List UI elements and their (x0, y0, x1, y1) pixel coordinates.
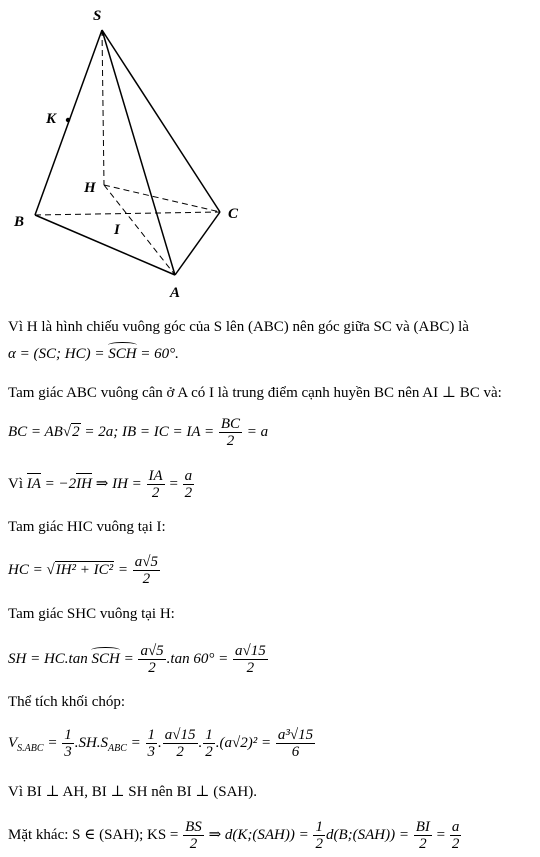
edge-AC (175, 212, 220, 275)
p9-frac1: $\frac{BS}{2}$ (185, 819, 202, 852)
para-volume (8, 692, 536, 712)
p4-frac1: $\frac{IA}{2}$ (148, 468, 163, 501)
f1-frac: $\frac{BC}{2}$ (220, 416, 241, 449)
f4-sub: S.ABC (17, 742, 44, 754)
text-alpha: α = (SC; HC) = (8, 346, 109, 362)
f4-frac3: $\frac{a√15}{2}$ (164, 727, 196, 760)
f3-frac2: $\frac{a√15}{2}$ (234, 643, 266, 676)
label-I: I (114, 222, 120, 238)
f4-frac4: $\frac{1}{2}$ (205, 727, 213, 760)
f2-eq: = (114, 561, 132, 578)
formula-sh (8, 643, 536, 676)
text-p5: Tam giác HIC vuông tại I: (8, 519, 166, 535)
text-p6: Tam giác SHC vuông tại H: (8, 606, 175, 622)
f3-left: SH = HC.tan (8, 650, 92, 667)
f2-rad: IH² + IC² (55, 561, 114, 578)
text-alpha-end: = 60°. (136, 346, 179, 362)
label-A: A (170, 285, 181, 301)
vector-IA: IA (26, 475, 41, 492)
p4-pre: Vì (8, 475, 27, 492)
formula-hc (8, 554, 536, 587)
para-isosceles (8, 383, 536, 403)
f4-frac5: $\frac{\text{a³√15}}{6}$ (277, 727, 314, 760)
f4-eq2: = (126, 734, 145, 751)
p4-end: ⇒ IH = (92, 475, 146, 492)
f4-frac2: $\frac{1}{3}$ (147, 727, 156, 760)
edge-SC (102, 30, 220, 212)
p4-mid: = −2 (40, 475, 77, 492)
text-p8: Vì BI ⊥ AH, BI ⊥ SH nên BI ⊥ (SAH). (8, 784, 257, 800)
p4-frac2: $\frac{a}{2}$ (184, 468, 193, 501)
text-p7: Thể tích khối chóp: (8, 694, 126, 710)
f4-frac1: $\frac{1}{3}$ (64, 727, 72, 760)
label-C: C (228, 206, 239, 222)
angle-SCH: SCH (108, 346, 137, 362)
f4-left: V (8, 734, 18, 751)
f2-left: HC = (8, 561, 47, 578)
formula-volume (8, 727, 536, 760)
formula-ih (8, 468, 536, 501)
p9-frac2: $\frac{1}{2}$ (315, 819, 323, 852)
f3-eq: = (119, 650, 138, 667)
f2-frac: $\frac{a√5}{2}$ (134, 554, 159, 587)
para-shc (8, 604, 536, 624)
f4-dot2: . (198, 734, 203, 751)
angle-SCH-2: SCH (91, 650, 120, 667)
label-K: K (46, 111, 57, 127)
edge-BC (35, 212, 220, 215)
f4-mid1: .SH.S (74, 734, 109, 751)
point-K (66, 118, 70, 122)
f4-pow: .(a√2)² = (215, 734, 275, 751)
edge-BA (35, 215, 175, 275)
formula-bc (8, 416, 536, 449)
f1-end: = a (243, 423, 269, 440)
f4-sub2: ABC (108, 742, 127, 754)
p9-eq: = (432, 826, 449, 843)
text-p1: Vì H là hình chiếu vuông góc của S lên (ABC) nên góc giữa SC và (ABC) là (8, 319, 469, 335)
label-S: S (93, 8, 102, 24)
sqrt-icon: √ (62, 423, 72, 440)
para-perpendicular (8, 782, 536, 802)
p4-eq: = (165, 475, 182, 492)
text-p3: Tam giác ABC vuông cân ở A có I là trung điểm cạnh huyền BC nên AI ⊥ BC và: (8, 385, 502, 401)
p9-frac3: $\frac{BI}{2}$ (415, 819, 430, 852)
formula-alpha (8, 344, 536, 364)
f4-dot: . (158, 734, 162, 751)
f1-left: BC = AB (8, 423, 63, 440)
vector-IH: IH (76, 475, 92, 492)
edge-SH (102, 30, 104, 185)
f1-rad: 2 (72, 423, 80, 440)
label-B: B (14, 214, 25, 230)
f3-frac1: $\frac{a√5}{2}$ (140, 643, 164, 676)
edge-HC (104, 185, 220, 212)
formula-distance (8, 819, 536, 852)
pyramid-figure (0, 0, 540, 305)
para-projection (8, 317, 536, 337)
f3-mid: .tan 60° = (166, 650, 232, 667)
p9-pre: Mặt khác: S ∈ (SAH); KS = (8, 826, 183, 843)
label-H: H (84, 180, 96, 196)
f1-mid: = 2a; IB = IC = IA = (80, 423, 218, 440)
p9-frac4: $\frac{a}{2}$ (451, 819, 460, 852)
p9-mid: ⇒ d(K;(SAH)) = (204, 826, 313, 843)
para-hic (8, 517, 536, 537)
p9-mid2: d(B;(SAH)) = (325, 826, 413, 843)
sqrt-icon: √ (46, 561, 55, 578)
edge-SA (102, 30, 175, 275)
f4-eq1: = (43, 734, 62, 751)
